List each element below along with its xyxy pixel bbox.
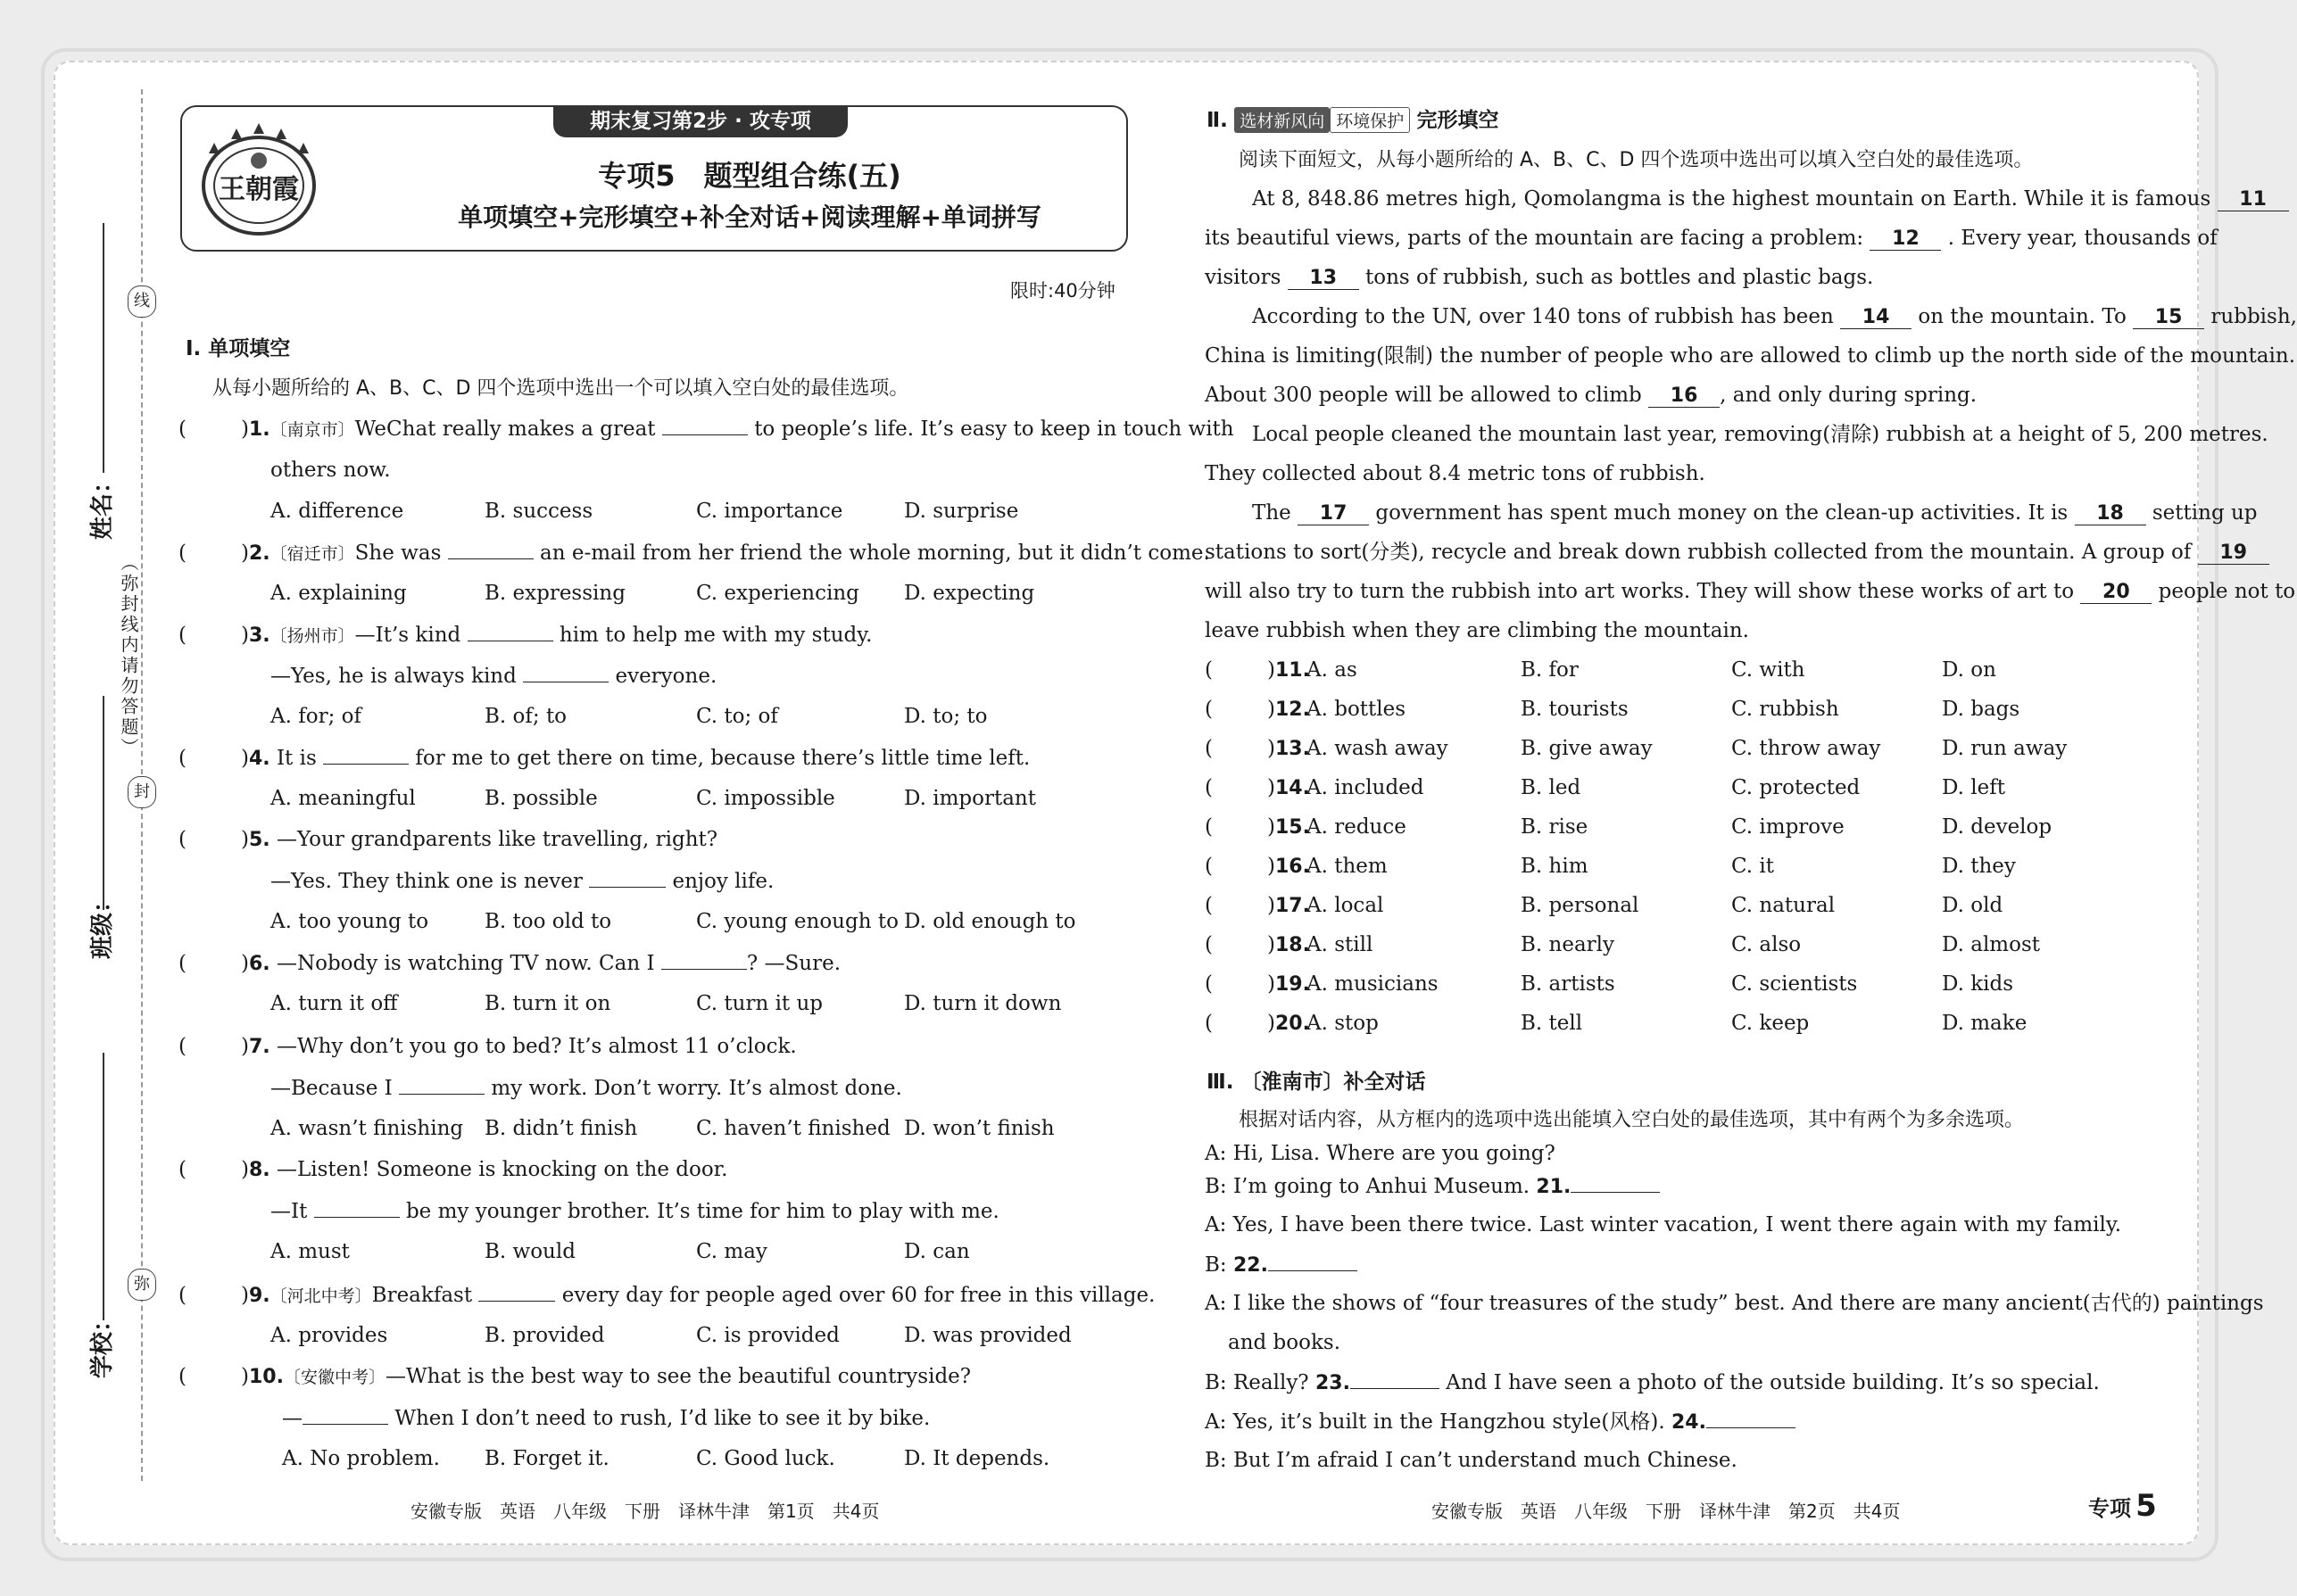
question-4: ( )4. It is for me to get there on time, because there’s little time left. xyxy=(178,744,1030,773)
answer-box[interactable]: ( xyxy=(178,1284,187,1307)
blank[interactable] xyxy=(478,1281,555,1302)
cloze-12-opt-b[interactable]: B. tourists xyxy=(1521,698,1629,721)
answer-box[interactable]: ( xyxy=(1205,855,1213,878)
question-2-opt-a[interactable]: A. explaining xyxy=(270,582,407,605)
answer-box[interactable]: ( xyxy=(1205,698,1213,721)
blank[interactable] xyxy=(314,1197,400,1218)
name-field[interactable] xyxy=(103,223,104,473)
cloze-option-row-11: ( )11. xyxy=(1205,658,1310,682)
cloze-11-opt-c[interactable]: C. with xyxy=(1731,658,1805,682)
dialogue-line-3: A: Yes, I have been there twice. Last winter vacation, I went there again with my family. xyxy=(1205,1213,2122,1236)
question-10-opt-b[interactable]: B. Forget it. xyxy=(485,1447,609,1470)
blank[interactable] xyxy=(303,1404,388,1425)
cloze-18-opt-c[interactable]: C. also xyxy=(1731,933,1802,956)
cloze-option-row-16: ( )16. xyxy=(1205,855,1310,878)
cloze-12-opt-d[interactable]: D. bags xyxy=(1942,698,2020,721)
class-field[interactable] xyxy=(103,696,104,910)
question-9-opt-c[interactable]: C. is provided xyxy=(696,1324,840,1347)
question-8-cont: —It be my younger brother. It’s time for him to play with me. xyxy=(270,1197,999,1225)
section1-heading: Ⅰ. 单项填空 xyxy=(186,337,291,360)
answer-box[interactable]: ( xyxy=(178,828,187,851)
answer-box[interactable]: ( xyxy=(178,542,187,565)
question-3: ( )3.〔扬州市〕—It’s kind him to help me with my study. xyxy=(178,621,872,649)
cloze-blank-14[interactable]: 14 xyxy=(1840,307,1911,329)
answer-box[interactable]: ( xyxy=(1205,815,1213,839)
passage-line-2: its beautiful views, parts of the mountain are facing a problem: 12 . Every year, thousands of xyxy=(1205,227,2218,250)
question-7-opt-c[interactable]: C. haven’t finished xyxy=(696,1117,891,1140)
question-10-cont: — When I don’t need to rush, I’d like to see it by bike. xyxy=(282,1404,930,1432)
cloze-17-opt-c[interactable]: C. natural xyxy=(1731,894,1836,917)
question-3-opt-b[interactable]: B. of; to xyxy=(485,705,568,728)
blank[interactable] xyxy=(523,662,609,682)
cloze-15-opt-a[interactable]: A. reduce xyxy=(1306,815,1406,839)
logo-text: 王朝霞 xyxy=(219,174,299,205)
blank[interactable] xyxy=(448,539,534,559)
question-1: ( )1.〔南京市〕WeChat really makes a great to people’s life. It’s easy to keep in touch with xyxy=(178,415,1234,443)
cloze-16-opt-b[interactable]: B. him xyxy=(1521,855,1588,878)
answer-box[interactable]: ( xyxy=(178,1158,187,1181)
dialogue-line-8: B: But I’m afraid I can’t understand much Chinese. xyxy=(1205,1449,1737,1472)
page-subtitle: 单项填空+完形填空+补全对话+阅读理解+单词拼写 xyxy=(458,203,1041,232)
header-tab: 期末复习第2步 · 攻专项 xyxy=(553,105,848,137)
question-8-opt-d[interactable]: D. can xyxy=(904,1240,970,1263)
cloze-15-opt-d[interactable]: D. develop xyxy=(1942,815,2052,839)
binding-warning: （弥封线内请勿答题） xyxy=(118,553,139,758)
binding-mark-close: 弥 xyxy=(128,1269,156,1301)
cloze-14-opt-d[interactable]: D. left xyxy=(1942,776,2005,799)
answer-box[interactable]: ( xyxy=(1205,658,1213,682)
cloze-13-opt-c[interactable]: C. throw away xyxy=(1731,737,1881,760)
cloze-20-opt-c[interactable]: C. keep xyxy=(1731,1012,1810,1035)
question-6-opt-d[interactable]: D. turn it down xyxy=(904,992,1062,1015)
passage-line-6: About 300 people will be allowed to climb 16 , and only during spring. xyxy=(1205,384,1978,407)
answer-box[interactable]: ( xyxy=(1205,1012,1213,1035)
tag-environment: 环境保护 xyxy=(1330,107,1410,133)
cloze-19-opt-c[interactable]: C. scientists xyxy=(1731,972,1858,996)
cloze-blank-17[interactable]: 17 xyxy=(1298,503,1369,525)
question-2: ( )2.〔宿迁市〕She was an e-mail from her friend the whole morning, but it didn’t come. xyxy=(178,539,1210,567)
dialogue-blank-22[interactable] xyxy=(1268,1251,1357,1271)
answer-box[interactable]: ( xyxy=(178,1365,187,1388)
cloze-17-opt-a[interactable]: A. local xyxy=(1306,894,1384,917)
cloze-19-opt-a[interactable]: A. musicians xyxy=(1306,972,1439,996)
blank[interactable] xyxy=(589,867,666,888)
question-9: ( )9.〔河北中考〕Breakfast every day for people aged over 60 for free in this village. xyxy=(178,1281,1155,1310)
name-label: 姓名： xyxy=(89,469,116,540)
time-limit: 限时:40分钟 xyxy=(1010,280,1115,302)
class-label: 班级： xyxy=(89,889,116,959)
cloze-option-row-13: ( )13. xyxy=(1205,737,1310,760)
question-1-cont: others now. xyxy=(270,459,391,482)
section3-heading: Ⅲ. 〔淮南市〕补全对话 xyxy=(1207,1071,1426,1094)
answer-box[interactable]: ( xyxy=(178,418,187,441)
answer-box[interactable]: ( xyxy=(1205,933,1213,956)
cloze-14-opt-b[interactable]: B. led xyxy=(1521,776,1581,799)
question-10-opt-a[interactable]: A. No problem. xyxy=(282,1447,440,1470)
dialogue-line-6: B: Really? 23. And I have seen a photo of the outside building. It’s so special. xyxy=(1205,1369,2100,1397)
footer-left: 安徽专版 英语 八年级 下册 译林牛津 第1页 共4页 xyxy=(410,1501,880,1522)
dialogue-blank-21[interactable] xyxy=(1571,1172,1660,1193)
question-6-opt-a[interactable]: A. turn it off xyxy=(270,992,398,1015)
cloze-blank-18[interactable]: 18 xyxy=(2075,503,2146,525)
question-2-opt-b[interactable]: B. expressing xyxy=(485,582,626,605)
dialogue-blank-23[interactable] xyxy=(1350,1369,1439,1389)
question-8: ( )8. —Listen! Someone is knocking on the door. xyxy=(178,1158,728,1181)
section1-instruction: 从每小题所给的 A、B、C、D 四个选项中选出一个可以填入空白处的最佳选项。 xyxy=(212,377,909,400)
cloze-option-row-18: ( )18. xyxy=(1205,933,1310,956)
question-2-opt-d[interactable]: D. expecting xyxy=(904,582,1035,605)
passage-line-3: visitors 13 tons of rubbish, such as bottles and plastic bags. xyxy=(1205,266,1874,289)
cloze-13-opt-a[interactable]: A. wash away xyxy=(1306,737,1448,760)
cloze-20-opt-d[interactable]: D. make xyxy=(1942,1012,2027,1035)
footer-right: 安徽专版 英语 八年级 下册 译林牛津 第2页 共4页 xyxy=(1431,1501,1901,1522)
question-3-opt-d[interactable]: D. to; to xyxy=(904,705,988,728)
cloze-15-opt-c[interactable]: C. improve xyxy=(1731,815,1845,839)
cloze-blank-19[interactable]: 19 xyxy=(2198,542,2269,565)
dialogue-line-4: B: 22. xyxy=(1205,1251,1357,1279)
cloze-option-row-17: ( )17. xyxy=(1205,894,1310,917)
question-1-opt-b[interactable]: B. success xyxy=(485,500,593,523)
question-6: ( )6. —Nobody is watching TV now. Can I ? —Sure. xyxy=(178,949,841,978)
dialogue-blank-24[interactable] xyxy=(1706,1408,1795,1428)
passage-line-9: The 17 government has spent much money on the clean-up activities. It is 18 setting up xyxy=(1252,501,2258,525)
dialogue-line-2: B: I’m going to Anhui Museum. 21. xyxy=(1205,1172,1660,1201)
cloze-15-opt-b[interactable]: B. rise xyxy=(1521,815,1588,839)
dialogue-line-5: A: I like the shows of “four treasures of the study” best. And there are many ancient(古代的) paintings xyxy=(1205,1292,2264,1315)
blank[interactable] xyxy=(323,744,409,765)
cloze-blank-13[interactable]: 13 xyxy=(1288,268,1359,290)
tag-new-material: 选材新风向 xyxy=(1234,107,1330,133)
question-5-opt-c[interactable]: C. young enough to xyxy=(696,910,899,933)
cloze-option-row-14: ( )14. xyxy=(1205,776,1310,799)
question-8-opt-b[interactable]: B. would xyxy=(485,1240,576,1263)
answer-box[interactable]: ( xyxy=(1205,737,1213,760)
cloze-20-opt-a[interactable]: A. stop xyxy=(1306,1012,1379,1035)
question-9-opt-b[interactable]: B. provided xyxy=(485,1324,605,1347)
blank[interactable] xyxy=(468,621,553,641)
cloze-option-row-15: ( )15. xyxy=(1205,815,1310,839)
cloze-14-opt-a[interactable]: A. included xyxy=(1306,776,1424,799)
question-4-opt-b[interactable]: B. possible xyxy=(485,787,598,810)
passage-line-8: They collected about 8.4 metric tons of rubbish. xyxy=(1205,462,1705,485)
question-5: ( )5. —Your grandparents like travelling, right? xyxy=(178,828,718,851)
passage-line-12: leave rubbish when they are climbing the mountain. xyxy=(1205,619,1749,642)
passage-line-7: Local people cleaned the mountain last year, removing(清除) rubbish at a height of 5, 200 metres. xyxy=(1252,423,2268,446)
section3-instruction: 根据对话内容，从方框内的选项中选出能填入空白处的最佳选项，其中有两个为多余选项。 xyxy=(1239,1109,2025,1131)
question-8-opt-a[interactable]: A. must xyxy=(270,1240,350,1263)
publisher-logo xyxy=(196,116,321,241)
cloze-option-row-19: ( )19. xyxy=(1205,972,1310,996)
question-5-opt-a[interactable]: A. too young to xyxy=(270,910,429,933)
school-label: 学校： xyxy=(89,1308,116,1378)
question-8-opt-c[interactable]: C. may xyxy=(696,1240,767,1263)
question-9-opt-d[interactable]: D. was provided xyxy=(904,1324,1072,1347)
page-title: 专项5 题型组合练(五) xyxy=(598,159,901,193)
cloze-19-opt-b[interactable]: B. artists xyxy=(1521,972,1615,996)
cloze-16-opt-c[interactable]: C. it xyxy=(1731,855,1774,878)
blank[interactable] xyxy=(661,949,747,970)
question-3-opt-c[interactable]: C. to; of xyxy=(696,705,778,728)
passage-line-10: stations to sort(分类), recycle and break down rubbish collected from the mountain. A group of 19 xyxy=(1205,539,2269,566)
cloze-blank-20[interactable]: 20 xyxy=(2080,582,2152,604)
answer-box[interactable]: ( xyxy=(178,747,187,770)
cloze-13-opt-d[interactable]: D. run away xyxy=(1942,737,2068,760)
dialogue-line-7: A: Yes, it’s built in the Hangzhou style(风格). 24. xyxy=(1205,1408,1795,1436)
cloze-blank-12[interactable]: 12 xyxy=(1870,228,1941,251)
question-7-cont: —Because I my work. Don’t worry. It’s almost done. xyxy=(270,1074,902,1102)
question-7: ( )7. —Why don’t you go to bed? It’s almost 11 o’clock. xyxy=(178,1035,797,1058)
cloze-14-opt-c[interactable]: C. protected xyxy=(1731,776,1861,799)
question-3-opt-a[interactable]: A. for; of xyxy=(270,705,362,728)
question-9-opt-a[interactable]: A. provides xyxy=(270,1324,388,1347)
question-2-opt-c[interactable]: C. experiencing xyxy=(696,582,859,605)
cloze-blank-16[interactable]: 16 xyxy=(1648,385,1720,408)
binding-mark-line: 线 xyxy=(128,285,156,318)
cloze-18-opt-a[interactable]: A. still xyxy=(1306,933,1373,956)
passage-line-4: According to the UN, over 140 tons of rubbish has been 14 on the mountain. To 15 rubbish, xyxy=(1252,305,2297,328)
cloze-18-opt-b[interactable]: B. nearly xyxy=(1521,933,1615,956)
section2-heading: Ⅱ. 选材新风向 环境保护 完形填空 xyxy=(1207,109,1499,132)
answer-box[interactable]: ( xyxy=(178,1035,187,1058)
question-7-opt-d[interactable]: D. won’t finish xyxy=(904,1117,1055,1140)
passage-line-5: China is limiting(限制) the number of people who are allowed to climb up the north side of the mountain. xyxy=(1205,344,2295,368)
cloze-19-opt-d[interactable]: D. kids xyxy=(1942,972,2014,996)
cloze-option-row-12: ( )12. xyxy=(1205,698,1310,721)
question-4-opt-d[interactable]: D. important xyxy=(904,787,1036,810)
question-1-opt-d[interactable]: D. surprise xyxy=(904,500,1019,523)
cloze-blank-15[interactable]: 15 xyxy=(2133,307,2204,329)
cloze-11-opt-b[interactable]: B. for xyxy=(1521,658,1579,682)
cloze-17-opt-d[interactable]: D. old xyxy=(1942,894,2003,917)
question-3-cont: —Yes, he is always kind everyone. xyxy=(270,662,717,690)
question-5-opt-b[interactable]: B. too old to xyxy=(485,910,612,933)
cloze-option-row-20: ( )20. xyxy=(1205,1012,1310,1035)
cloze-blank-11[interactable]: 11 xyxy=(2218,189,2289,211)
question-7-opt-b[interactable]: B. didn’t finish xyxy=(485,1117,638,1140)
cloze-16-opt-a[interactable]: A. them xyxy=(1306,855,1388,878)
answer-box[interactable]: ( xyxy=(1205,894,1213,917)
blank[interactable] xyxy=(399,1074,485,1095)
dialogue-line-5b: and books. xyxy=(1228,1331,1341,1354)
binding-mark-seal: 封 xyxy=(128,776,156,808)
question-1-opt-c[interactable]: C. importance xyxy=(696,500,843,523)
question-6-opt-b[interactable]: B. turn it on xyxy=(485,992,611,1015)
question-4-opt-a[interactable]: A. meaningful xyxy=(270,787,416,810)
answer-box[interactable]: ( xyxy=(178,952,187,975)
section-badge: 专项 5 xyxy=(2088,1488,2157,1524)
passage-line-11: will also try to turn the rubbish into art works. They will show these works of art to 20 people not to xyxy=(1205,580,2296,603)
cloze-18-opt-d[interactable]: D. almost xyxy=(1942,933,2041,956)
cloze-13-opt-b[interactable]: B. give away xyxy=(1521,737,1653,760)
cloze-11-opt-a[interactable]: A. as xyxy=(1306,658,1357,682)
cloze-17-opt-b[interactable]: B. personal xyxy=(1521,894,1639,917)
answer-box[interactable]: ( xyxy=(1205,972,1213,996)
blank[interactable] xyxy=(662,415,748,435)
question-10-opt-c[interactable]: C. Good luck. xyxy=(696,1447,835,1470)
dialogue-line-1: A: Hi, Lisa. Where are you going? xyxy=(1205,1142,1555,1165)
cloze-20-opt-b[interactable]: B. tell xyxy=(1521,1012,1583,1035)
question-5-cont: —Yes. They think one is never enjoy life. xyxy=(270,867,774,895)
question-10-opt-d[interactable]: D. It depends. xyxy=(904,1447,1050,1470)
answer-box[interactable]: ( xyxy=(178,624,187,647)
question-10: ( )10.〔安徽中考〕—What is the best way to see the beautiful countryside? xyxy=(178,1365,972,1388)
section2-instruction: 阅读下面短文，从每小题所给的 A、B、C、D 四个选项中选出可以填入空白处的最佳选项。 xyxy=(1239,149,2034,171)
question-5-opt-d[interactable]: D. old enough to xyxy=(904,910,1076,933)
cloze-12-opt-c[interactable]: C. rubbish xyxy=(1731,698,1839,721)
answer-box[interactable]: ( xyxy=(1205,776,1213,799)
cloze-12-opt-a[interactable]: A. bottles xyxy=(1306,698,1406,721)
passage-line-1: At 8, 848.86 metres high, Qomolangma is the highest mountain on Earth. While it is famous 11 xyxy=(1252,186,2289,212)
school-field[interactable] xyxy=(103,1053,104,1320)
question-4-opt-c[interactable]: C. impossible xyxy=(696,787,835,810)
cloze-16-opt-d[interactable]: D. they xyxy=(1942,855,2016,878)
question-7-opt-a[interactable]: A. wasn’t finishing xyxy=(270,1117,464,1140)
cloze-11-opt-d[interactable]: D. on xyxy=(1942,658,1996,682)
question-6-opt-c[interactable]: C. turn it up xyxy=(696,992,824,1015)
question-1-opt-a[interactable]: A. difference xyxy=(270,500,404,523)
